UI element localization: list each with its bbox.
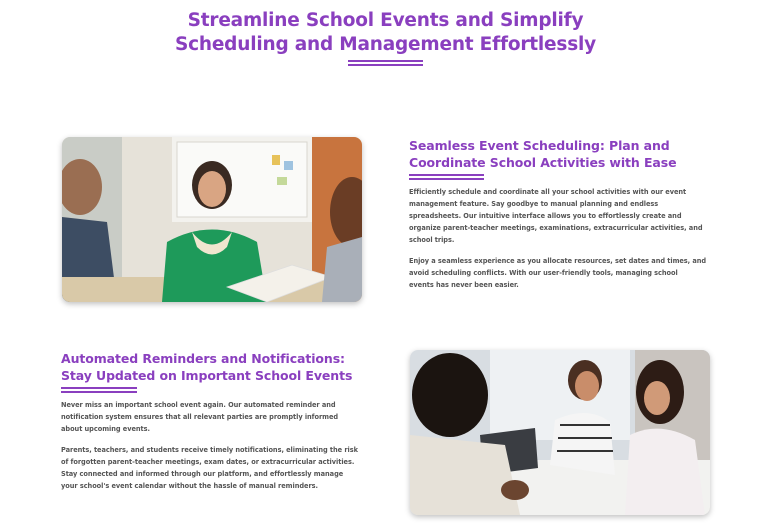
text-line: organize parent-teacher meetings, examinations, extracurricular activities, and bbox=[409, 224, 703, 232]
teacher-meeting-photo bbox=[62, 137, 362, 302]
feature-scheduling-title-line-1: Seamless Event Scheduling: Plan and bbox=[409, 138, 670, 153]
feature-scheduling-underline bbox=[409, 178, 484, 180]
text-line: Never miss an important school event again. Our automated reminder and bbox=[61, 401, 336, 409]
parent-teacher-meeting-photo bbox=[410, 350, 710, 515]
text-line: about upcoming events. bbox=[61, 425, 150, 433]
text-line: of forgotten parent-teacher meetings, exam dates, or extracurricular activities. bbox=[61, 458, 355, 466]
feature-reminders-underline bbox=[61, 391, 137, 393]
title-underline bbox=[348, 60, 423, 62]
text-line: school trips. bbox=[409, 236, 455, 244]
feature-reminders-title bbox=[61, 350, 352, 384]
text-line: spreadsheets. Our intuitive interface allows you to effortlessly create and bbox=[409, 212, 682, 220]
feature-reminders-underline bbox=[61, 387, 137, 389]
feature-reminders-title-line-1: Automated Reminders and Notifications: bbox=[61, 351, 345, 366]
page-title bbox=[0, 9, 771, 57]
page-title-line-2: Scheduling and Management Effortlessly bbox=[174, 34, 597, 55]
text-line: management feature. Say goodbye to manual planning and endless bbox=[409, 200, 659, 208]
feature-scheduling-paragraph-1 bbox=[409, 186, 719, 246]
feature-reminders-title-line-2: Stay Updated on Important School Events bbox=[61, 368, 353, 383]
feature-scheduling-title bbox=[409, 137, 676, 171]
text-line: Enjoy a seamless experience as you allocate resources, set dates and times, and bbox=[409, 257, 707, 265]
feature-scheduling-underline bbox=[409, 174, 484, 176]
feature-scheduling-paragraph-2 bbox=[409, 255, 719, 291]
text-line: events has never been easier. bbox=[409, 281, 519, 289]
page-title-line-1: Streamline School Events and Simplify bbox=[187, 10, 584, 31]
text-line: avoid scheduling conflicts. With our user-friendly tools, managing school bbox=[409, 269, 678, 277]
text-line: notification system ensures that all relevant parties are promptly informed bbox=[61, 413, 339, 421]
title-underline bbox=[348, 64, 423, 66]
text-line: Parents, teachers, and students receive timely notifications, eliminating the risk bbox=[61, 446, 358, 454]
text-line: Stay connected and informed through our platform, and effortlessly manage bbox=[61, 470, 344, 478]
feature-reminders-paragraph-2 bbox=[61, 444, 371, 492]
feature-scheduling-title-line-2: Coordinate School Activities with Ease bbox=[409, 155, 677, 170]
feature-reminders-paragraph-1 bbox=[61, 399, 371, 435]
text-line: Efficiently schedule and coordinate all your school activities with our event bbox=[409, 188, 687, 196]
text-line: your school's event calendar without the hassle of manual reminders. bbox=[61, 482, 318, 490]
